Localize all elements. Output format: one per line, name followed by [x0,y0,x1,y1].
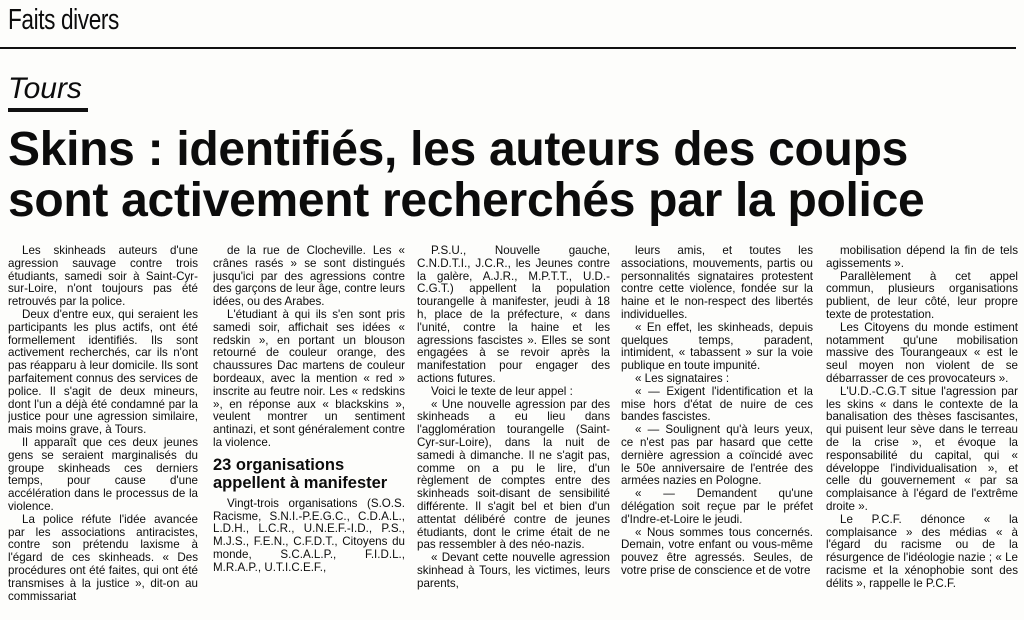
subheading-line-2: appellent à manifester [213,473,388,492]
paragraph: leurs amis, et toutes les associations, mouvements, partis ou personnalités signataires protestent contre cette violence, fondée sur la haine et le non-respect des libertés individuelles. [621,245,813,321]
paragraph: Il apparaît que ces deux jeunes gens se seraient marginalisés du groupe skinheads ces derniers temps, pour cause d'une accélération dans le processus de la violence. [8,435,198,513]
headline-line-2: sont activement recherchés par la police [8,174,925,227]
headline-line-1: Skins : identifiés, les auteurs des coups [8,123,908,176]
subheading-line-1: 23 organisations [213,455,345,474]
paragraph: « — Demandent qu'une délégation soit reçue par le préfet d'Indre-et-Loire le jeudi. [621,487,813,526]
kicker-location: Tours [8,72,82,105]
article-column-3 [417,245,610,620]
paragraph: Parallèlement à cet appel commun, plusieurs organisations publient, de leur côté, leur propre texte de protestation. [826,269,1018,321]
section-rule [0,47,1016,49]
paragraph: Les Citoyens du monde estiment notamment qu'une mobilisation massive des Tourangeaux « est le seul moyen non violent de se débarrasser de ces provocateurs ». [826,320,1018,385]
section-rubric: Faits divers [8,4,119,36]
paragraph: « Une nouvelle agression par des skinheads a eu lieu dans l'agglomération tourangelle (Saint-Cyr-sur-Loire), dans la nuit de samedi à dimanche. Il ne s'agit pas, comme on a pu le lire, d'un règlement de comptes entre des skinheads soit-disant de sensibilité différente. Il s'agit bel et bien d'un attentat délibéré contre de jeunes étudiants, dont le crime était de ne pas ressembler à des néo-nazis. [417,397,610,552]
paragraph: Deux d'entre eux, qui seraient les participants les plus actifs, ont été formellement identifiés. Ils sont activement recherchés, car ils n'ont pas réapparu à leur domicile. Ils sont parfaitement connus des services de police. Il s'agit de deux mineurs, dont l'un a déjà été condamné par la justice pour une agression similaire, mais moins grave, à Tours. [8,307,198,437]
paragraph: « Devant cette nouvelle agression skinhead à Tours, les victimes, leurs parents, [417,551,610,590]
paragraph: La police réfute l'idée avancée par les associations antiracistes, contre son prétendu laxisme à l'égard de ces skinheads. « Des procédures ont été faites, qui ont été transmises à la justice », dit-on au commissariat [8,512,198,603]
paragraph: mobilisation dépend la fin de tels agissements ». [826,245,1018,270]
subheading [213,456,405,492]
paragraph: L'étudiant à qui ils s'en sont pris samedi soir, affichait ses idées « redskin », en portant un blouson retourné de couleur orange, des chaussures Dac martens de couleur bordeaux, avec la mention « red » inscrite au feutre noir. Les « redskins », en réponse aux « blackskins », veulent montrer un sentiment antinazi, et sont généralement contre la violence. [213,307,405,449]
paragraph: P.S.U., Nouvelle gauche, C.N.D.T.I., J.C.R., les Jeunes contre la galère, A.J.R., M.P.T.T., U.D.-C.G.T.) appellent la population tourangelle à manifester, jeudi à 18 h, place de la préfecture, « dans l'unité, contre la haine et les agressions fascistes ». Elles se sont engagées à se revoir après la manifestation pour engager des actions futures. [417,245,610,385]
paragraph: Voici le texte de leur appel : [431,384,573,398]
paragraph: de la rue de Clocheville. Les « crânes rasés » se sont distingués jusqu'ici par des agressions contre des garçons de leur âge, contre leurs idées, ou des Arabes. [213,245,405,309]
paragraph: Les skinheads auteurs d'une agression sauvage contre trois étudiants, samedi soir à Saint-Cyr-sur-Loire, n'ont toujours pas été retrouvés par la police. [8,245,198,309]
article-headline [8,124,1018,226]
paragraph: Vingt-trois organisations (S.O.S. Racisme, S.N.I.-P.E.G.C., C.D.A.L., L.D.H., L.C.R., U.N.E.F.-I.D., P.S., M.J.S., F.E.N., C.F.D.T., Citoyens du monde, S.C.A.L.P., F.I.D.L., M.R.A.P., U.T.I.C.E.F., [213,496,405,574]
paragraph: « Nous sommes tous concernés. Demain, votre enfant ou vous-même pouvez être agressés. Seules, de votre prise de conscience et de votre [621,525,813,577]
paragraph: « Les signataires : [635,371,730,385]
paragraph: « — Soulignent qu'à leurs yeux, ce n'est pas par hasard que cette dernière agression a coïncidé avec le 50e anniversaire de l'entrée des armées nazies en Pologne. [621,423,813,488]
article-column-1 [8,245,198,620]
kicker-underline [8,108,88,112]
paragraph: L'U.D.-C.G.T situe l'agression par les skins « dans le contexte de la banalisation des thèses fascisantes, qui puisent leur sève dans le terreau de la crise », et évoque la responsabilité du capital, qui « développe l'individualisation », et celle du gouvernement « par sa complaisance à l'égard de l'extrême droite ». [826,384,1018,513]
article-column-2 [213,245,405,620]
article-column-4 [621,245,813,620]
paragraph: Le P.C.F. dénonce « la complaisance » des médias « à l'égard du racisme ou de la résurgence de l'idéologie nazie ; « Le racisme et la xénophobie sont des délits », rappelle le P.C.F. [826,512,1018,590]
paragraph: « — Exigent l'identification et la mise hors d'état de nuire de ces bandes fascistes. [621,384,813,424]
article-column-5 [826,245,1018,620]
paragraph: « En effet, les skinheads, depuis quelques temps, paradent, intimident, « tabassent » sur la voie publique en toute impunité. [621,320,813,373]
